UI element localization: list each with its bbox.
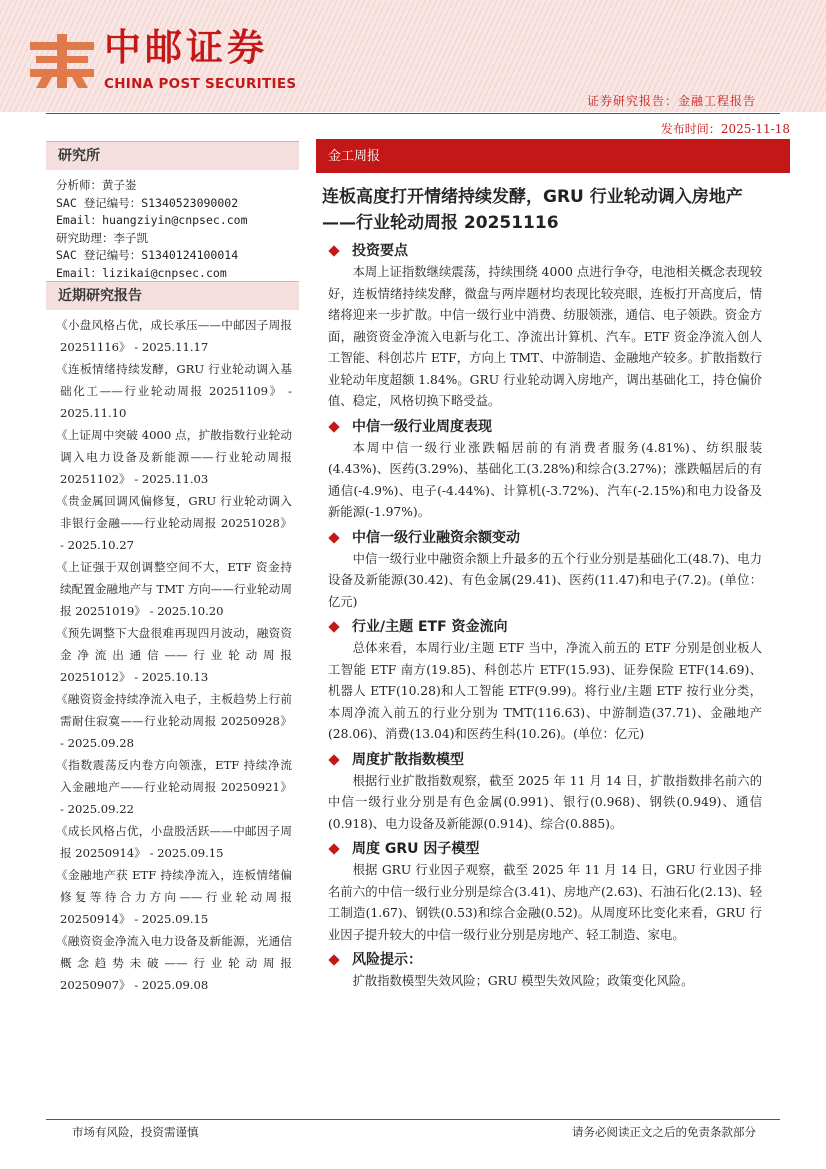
institute-heading: 研究所: [46, 141, 299, 170]
analyst-email[interactable]: Email：lizikai@cnpsec.com: [56, 265, 227, 280]
recent-report-item[interactable]: 《金融地产获 ETF 持续净流入，连板情绪偏修复等待合力方向——行业轮动周报 20250914》 - 2025.09.15: [56, 868, 292, 926]
section-body: 扩散指数模型失效风险；GRU 模型失效风险；政策变化风险。: [352, 974, 694, 988]
analyst-line: 研究助理：李子凯: [56, 230, 148, 245]
publish-date: [661, 120, 790, 137]
section-heading-text: 中信一级行业周度表现: [352, 418, 492, 435]
analyst-info: [56, 177, 296, 283]
section-body: 根据 GRU 行业因子观察，截至 2025 年 11 月 14 日，GRU 行业因子排名前六的中信一级行业分别是综合(3.41)、房地产(2.63)、石油石化(2.13)、轻工制造(1.67)、钢铁(0.53)和综合金融(0.52)。从周度环比变化来看，GRU 行业因子提升较大的中信一级行业分别是房地产、轻工制造、家电。: [328, 863, 762, 942]
section-heading-text: 中信一级行业融资余额变动: [352, 529, 520, 546]
recent-report-item[interactable]: 《预先调整下大盘很难再现四月波动，融资资金净流出通信——行业轮动周报 20251012》 - 2025.10.13: [56, 626, 292, 684]
recent-report-item[interactable]: 《贵金属回调风偏修复，GRU 行业轮动调入非银行金融——行业轮动周报 20251028》 - 2025.10.27: [56, 494, 292, 552]
section-heading: [326, 240, 762, 262]
analyst-line: 分析师：黄子崟: [56, 178, 137, 192]
recent-report-item[interactable]: 《小盘风格占优，成长承压——中邮因子周报 20251116》 - 2025.11.17: [56, 318, 292, 354]
china-post-logo-icon: [26, 34, 98, 88]
brand-name-cn: 中邮证券: [104, 26, 268, 69]
recent-report-item[interactable]: 《上证周中突破 4000 点，扩散指数行业轮动调入电力设备及新能源——行业轮动周报 20251102》 - 2025.11.03: [56, 428, 292, 486]
section-heading-text: 周度 GRU 因子模型: [352, 841, 480, 857]
section-body: 根据行业扩散指数观察，截至 2025 年 11 月 14 日，扩散指数排名前六的中信一级行业分别是有色金属(0.991)、银行(0.968)、钢铁(0.949)、通信(0.918)、电力设备及新能源(0.914)、综合(0.885)。: [328, 773, 762, 831]
bullet-diamond-icon: [328, 754, 339, 765]
section-heading: [326, 527, 762, 549]
section-body: 本周中信一级行业涨跌幅居前的有消费者服务(4.81%)、纺织服装(4.43%)、医药(3.29%)、基础化工(3.28%)和综合(3.27%)；涨跌幅居后的有通信(-4.9%)、电子(-4.44%)、计算机(-3.72%)、汽车(-2.15%)和电力设备及新能源(-1.97%)。: [328, 440, 762, 519]
section-heading: [326, 749, 762, 771]
recent-report-item[interactable]: 《融资资金持续净流入电子，主板趋势上行前需耐住寂寞——行业轮动周报 20250928》 - 2025.09.28: [56, 692, 292, 750]
bullet-diamond-icon: [328, 532, 339, 543]
document-type: 证券研究报告：金融工程报告: [586, 94, 756, 108]
bullet-diamond-icon: [328, 954, 339, 965]
brand-name-en: CHINA POST SECURITIES: [104, 76, 297, 92]
footer-risk-note: 市场有风险，投资需谨慎: [72, 1125, 199, 1139]
analyst-email[interactable]: Email：huangziyin@cnpsec.com: [56, 213, 248, 228]
report-title: 连板高度打开情绪持续发酵，GRU 行业轮动调入房地产——行业轮动周报 20251116: [322, 187, 743, 233]
report-category-tag: 金工周报: [316, 139, 790, 173]
section-heading-text: 风险提示：: [352, 952, 422, 968]
section-heading: [326, 949, 762, 971]
analyst-line: SAC 登记编号：S1340523090002: [56, 195, 239, 210]
recent-report-item[interactable]: 《上证强于双创调整空间不大，ETF 资金持续配置金融地产与 TMT 方向——行业轮动周报 20251019》 - 2025.10.20: [56, 560, 292, 618]
recent-report-item[interactable]: 《指数震荡反内卷方向领涨，ETF 持续净流入金融地产——行业轮动周报 20250921》 - 2025.09.22: [56, 758, 292, 816]
recent-reports-heading: 近期研究报告: [46, 281, 299, 310]
footer-divider: [46, 1119, 780, 1120]
publish-date-label: 发布时间：: [660, 122, 721, 136]
section-heading: [326, 838, 762, 860]
recent-reports-list: [56, 314, 292, 996]
bullet-diamond-icon: [328, 245, 339, 256]
section-heading: [326, 616, 762, 638]
section-heading-text: 投资要点: [352, 243, 408, 259]
footer-disclaimer-note: 请务必阅读正文之后的免责条款部分: [572, 1125, 756, 1139]
section-body: 总体来看，本周行业/主题 ETF 当中，净流入前五的 ETF 分别是创业板人工智能 ETF 南方(19.85)、科创芯片 ETF(15.93)、证券保险 ETF(14.69)、机器人 ETF(10.28)和人工智能 ETF(9.99)。将行业/主题 ETF 按行业分类，本周净流入前五的行业分别为 TMT(116.63)、中游制造(37.71)、金融地产(28.06)、消费(13.04)和医药生科(10.26)。(单位：亿元): [328, 641, 762, 741]
recent-report-item[interactable]: 《成长风格占优，小盘股活跃——中邮因子周报 20250914》 - 2025.09.15: [56, 824, 292, 860]
recent-report-item[interactable]: 《连板情绪持续发酵，GRU 行业轮动调入基础化工——行业轮动周报 20251109》 - 2025.11.10: [56, 362, 292, 420]
bullet-diamond-icon: [328, 421, 339, 432]
section-heading-text: 行业/主题 ETF 资金流向: [352, 619, 508, 635]
header-divider: [46, 113, 780, 114]
bullet-diamond-icon: [328, 843, 339, 854]
report-sections: [326, 240, 762, 996]
bullet-diamond-icon: [328, 621, 339, 632]
recent-report-item[interactable]: 《融资资金净流入电力设备及新能源，光通信概念趋势未破——行业轮动周报 20250907》 - 2025.09.08: [56, 934, 292, 992]
section-body: 本周上证指数继续震荡，持续围绕 4000 点进行争夺，电池相关概念表现较好，连板情绪持续发酵，微盘与两岸题材均表现比较亮眼，连板打开高度后，情绪将迎来一步扩散。中信一级行业中消费、纺服领涨，通信、电子领跌。资金方面，融资资金净流入电新与化工、净流出计算机、汽车。ETF 资金净流入创人工智能、科创芯片 ETF，方向上 TMT、中游制造、金融地产较多。扩散指数行业轮动年度超额 1.84%。GRU 行业轮动调入房地产，调出基础化工，持仓偏价值、稳定，风格切换下略受益。: [328, 265, 762, 408]
publish-date-value: 2025-11-18: [720, 122, 790, 136]
analyst-line: SAC 登记编号：S1340124100014: [56, 248, 239, 263]
section-body: 中信一级行业中融资余额上升最多的五个行业分别是基础化工(48.7)、电力设备及新能源(30.42)、有色金属(29.41)、医药(11.47)和电子(7.2)。(单位：亿元): [328, 551, 762, 609]
section-heading-text: 周度扩散指数模型: [352, 751, 464, 768]
section-heading: [326, 416, 762, 438]
